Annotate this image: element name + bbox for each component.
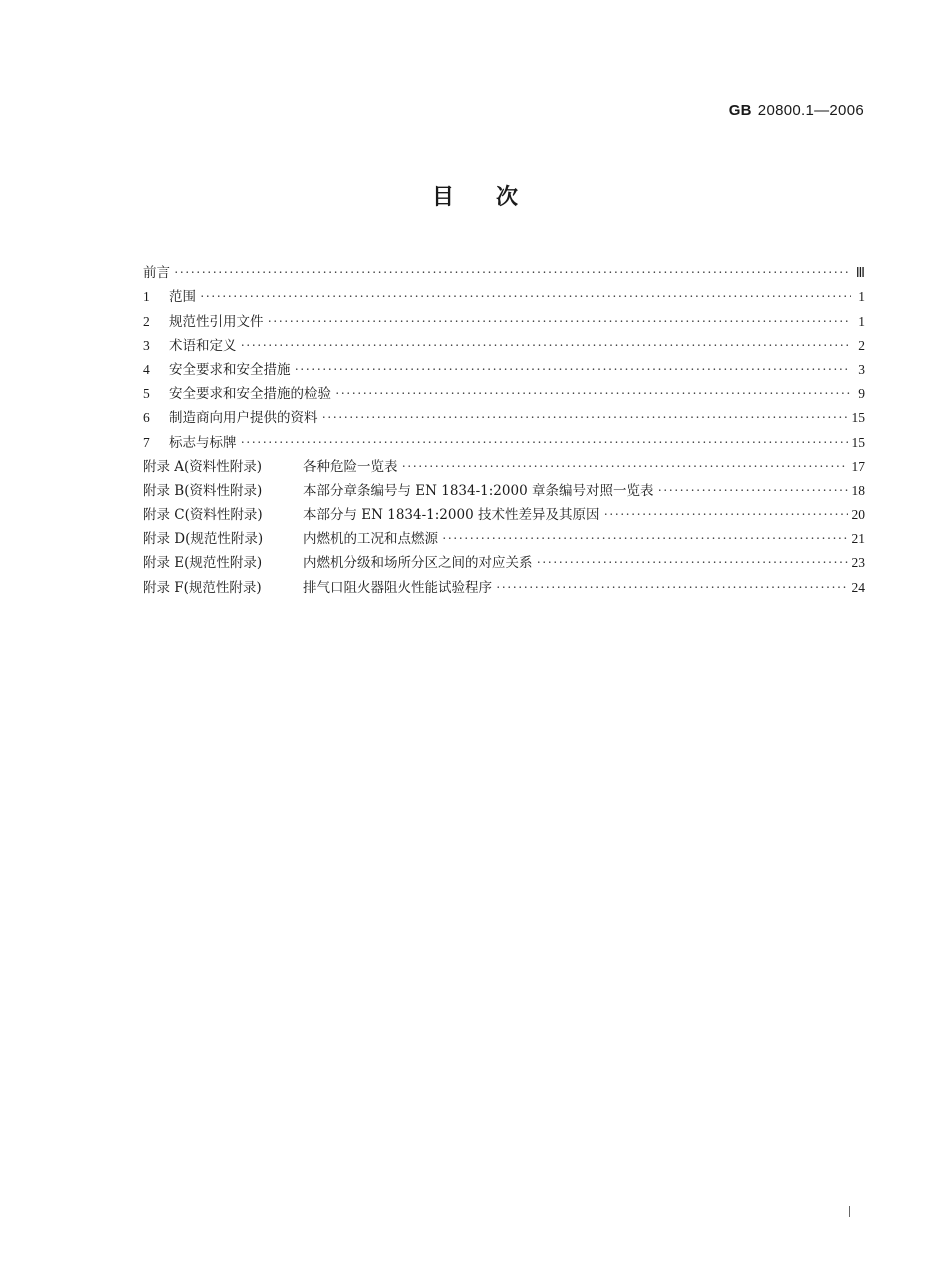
toc-entry-page: 23	[851, 555, 865, 571]
toc-entry-label: 安全要求和安全措施	[169, 361, 291, 378]
toc-entry-label: 安全要求和安全措施的检验	[169, 386, 331, 403]
toc-leader-dots	[657, 482, 847, 500]
toc-entry-number: 3	[143, 337, 150, 353]
toc-entry-page: 15	[851, 434, 865, 450]
toc-entry-label: 内燃机分级和场所分区之间的对应关系	[303, 555, 533, 572]
toc-entry-page: 1	[858, 289, 865, 305]
toc-entry-label: 制造商向用户提供的资料	[169, 410, 318, 427]
toc-entry-number: 6	[143, 410, 150, 426]
toc-leader-dots	[322, 409, 848, 427]
toc-entry-page: Ⅲ	[855, 265, 865, 281]
toc-entry-number: 5	[143, 386, 150, 402]
toc-entry-4[interactable]	[143, 355, 865, 379]
toc-annex-prefix: 附录 D(规范性附录)	[143, 531, 264, 548]
toc-entry-label: 本部分章条编号与 EN 1834-1:2000 章条编号对照一览表	[303, 482, 654, 499]
toc-annex-prefix: 附录 F(规范性附录)	[143, 579, 262, 596]
standard-prefix: GB	[728, 102, 752, 119]
toc-annex-prefix: 附录 B(资料性附录)	[143, 482, 263, 499]
toc-entry-page: 17	[851, 458, 865, 474]
toc-entry-annex-d[interactable]	[143, 524, 865, 548]
toc-entry-page: 21	[851, 531, 865, 547]
toc-entry-page: 24	[851, 579, 865, 595]
page-footer-mark	[849, 1206, 850, 1217]
toc-entry-label: 规范性引用文件	[169, 313, 264, 330]
toc-entry-label: 前言	[143, 265, 170, 282]
toc-entry-page: 9	[858, 386, 865, 402]
toc-leader-dots	[200, 288, 851, 306]
toc-entry-annex-e[interactable]	[143, 548, 865, 572]
toc-entry-number: 1	[143, 289, 150, 305]
toc-leader-dots	[442, 530, 848, 548]
toc-leader-dots	[268, 313, 852, 331]
toc-entry-label: 范围	[169, 289, 196, 306]
toc-entry-label: 术语和定义	[169, 337, 237, 354]
toc-annex-prefix: 附录 E(规范性附录)	[143, 555, 263, 572]
toc-annex-prefix: 附录 A(资料性附录)	[143, 458, 263, 475]
toc-leader-dots	[603, 506, 847, 524]
toc-entry-page: 18	[851, 482, 865, 498]
toc-entry-annex-c[interactable]	[143, 500, 865, 524]
toc-entry-label: 各种危险一览表	[303, 458, 398, 475]
standard-number	[729, 102, 864, 119]
toc-entry-2[interactable]	[143, 306, 865, 330]
toc-leader-dots	[241, 337, 852, 355]
toc-entry-label: 标志与标牌	[169, 434, 237, 451]
toc-leader-dots	[174, 264, 851, 282]
toc-entry-label: 排气口阻火器阻火性能试验程序	[303, 579, 492, 596]
toc-entry-number: 4	[143, 361, 150, 377]
toc-entry-page: 20	[851, 507, 865, 523]
toc-entry-label: 内燃机的工况和点燃源	[303, 531, 438, 548]
toc-entry-7[interactable]	[143, 427, 865, 451]
toc-leader-dots	[241, 434, 848, 452]
toc-leader-dots	[537, 554, 848, 572]
toc-entry-label: 本部分与 EN 1834-1:2000 技术性差异及其原因	[303, 507, 600, 524]
toc-entry-annex-f[interactable]	[143, 572, 865, 596]
toc-leader-dots	[402, 458, 848, 476]
toc-leader-dots	[335, 385, 851, 403]
toc-entry-3[interactable]	[143, 331, 865, 355]
toc-entry-page: 3	[858, 361, 865, 377]
toc-entry-page: 15	[851, 410, 865, 426]
toc-entry-6[interactable]	[143, 403, 865, 427]
toc-entry-preface[interactable]	[143, 258, 865, 282]
standard-code: 20800.1—2006	[757, 102, 864, 119]
toc-entry-1[interactable]	[143, 282, 865, 306]
toc-entry-5[interactable]	[143, 379, 865, 403]
toc-entry-page: 2	[858, 337, 865, 353]
table-of-contents	[143, 258, 865, 597]
toc-entry-annex-b[interactable]	[143, 476, 865, 500]
toc-leader-dots	[496, 579, 848, 597]
page-title: 目次	[431, 185, 560, 210]
toc-annex-prefix: 附录 C(资料性附录)	[143, 507, 263, 524]
toc-entry-page: 1	[858, 313, 865, 329]
toc-leader-dots	[295, 361, 852, 379]
toc-entry-number: 7	[143, 434, 150, 450]
toc-entry-annex-a[interactable]	[143, 452, 865, 476]
toc-entry-number: 2	[143, 313, 150, 329]
